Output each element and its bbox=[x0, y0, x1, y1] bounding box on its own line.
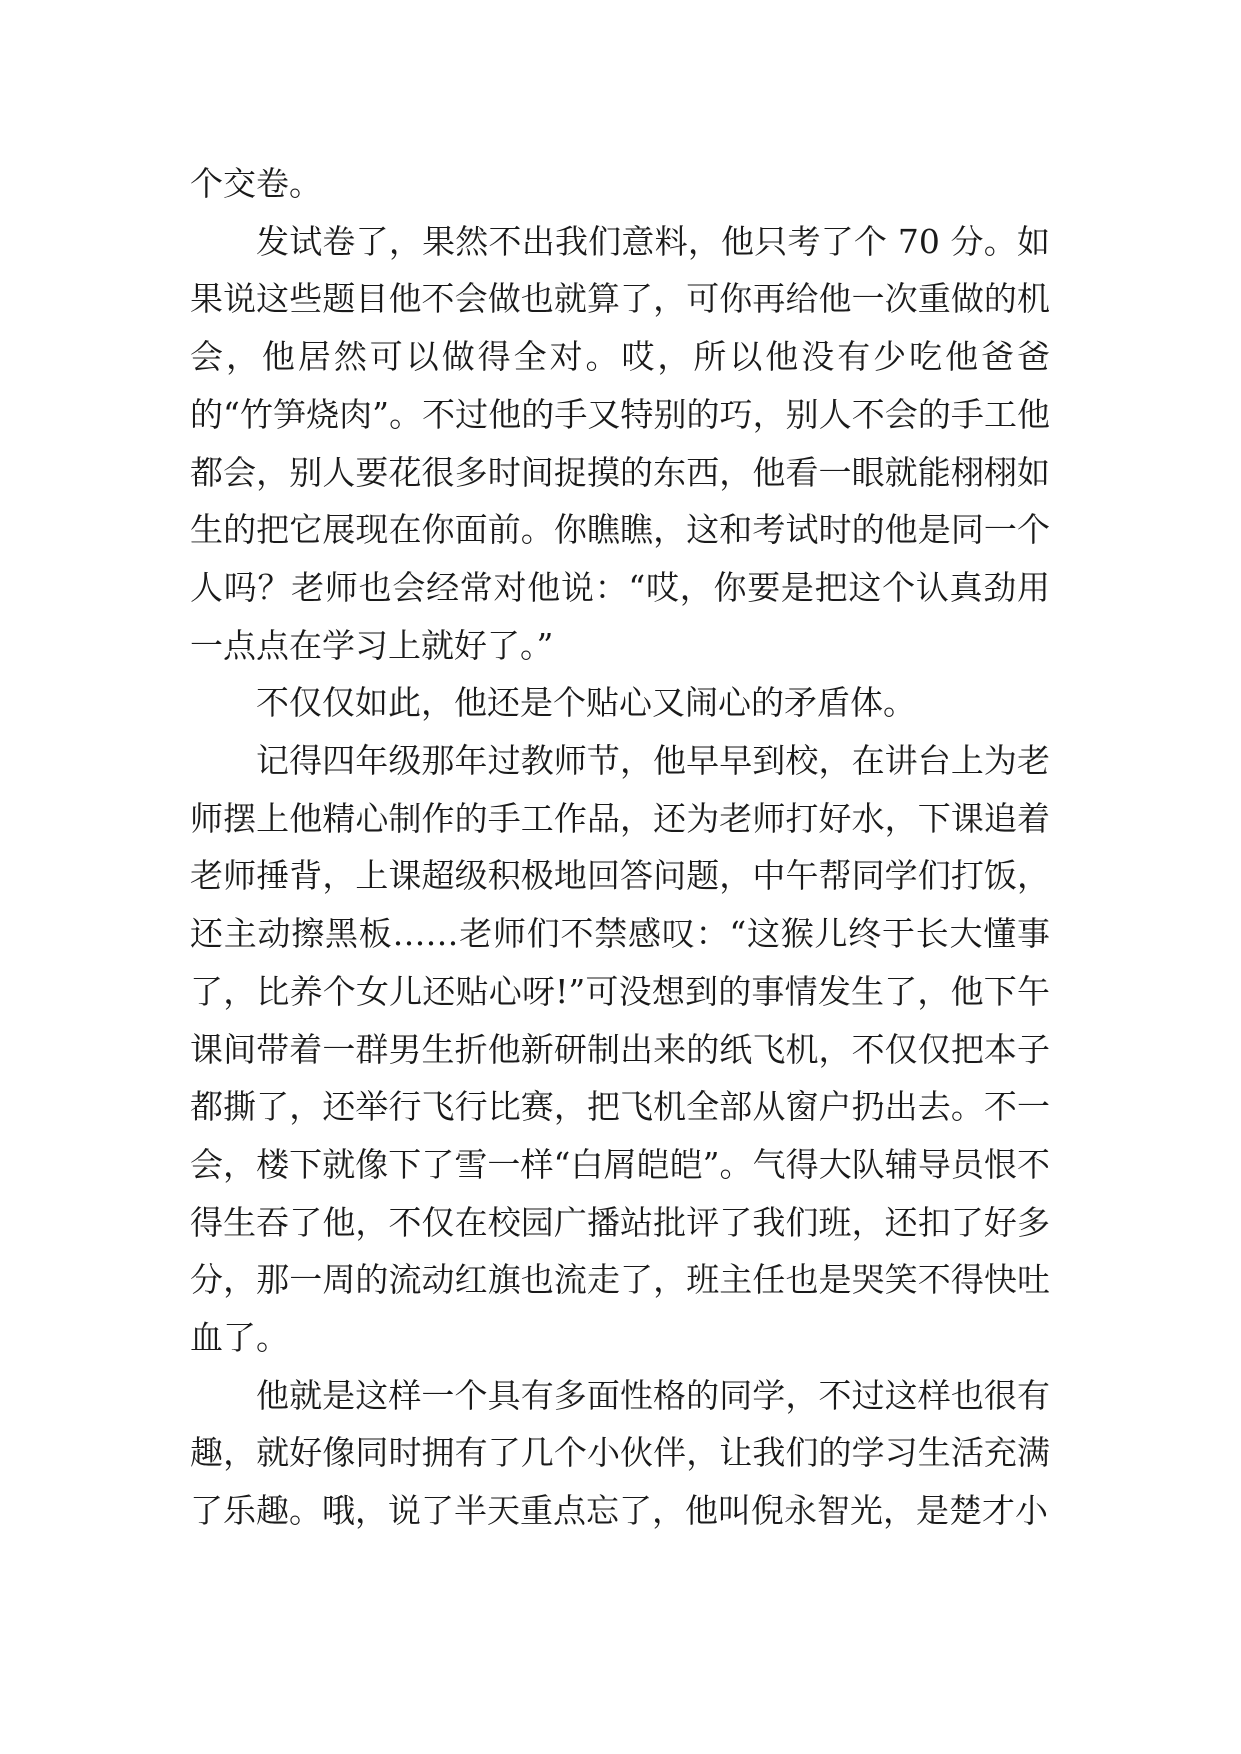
paragraph-teachers-day: 记得四年级那年过教师节，他早早到校，在讲台上为老师摆上他精心制作的手工作品，还为老师打好水，下课追着老师捶背，上课超级积极地回答问题，中午帮同学们打饭，还主动擦黑板……老师们不禁感叹：“这猴儿终于长大懂事了，比养个女儿还贴心呀!”可没想到的事情发生了，他下午课间带着一群男生折他新研制出来的纸飞机，不仅仅把本子都撕了，还举行飞行比赛，把飞机全部从窗户扔出去。不一会，楼下就像下了雪一样“白屑皑皑”。气得大队辅导员恨不得生吞了他，不仅在校园广播站批评了我们班，还扣了好多分，那一周的流动红旗也流走了，班主任也是哭笑不得快吐血了。 bbox=[190, 741, 1050, 1358]
paragraph-continuation: 个交卷。 bbox=[190, 164, 322, 203]
document-body bbox=[190, 155, 1050, 1540]
paragraph-contradiction: 不仅仅如此，他还是个贴心又闹心的矛盾体。 bbox=[256, 683, 916, 723]
paragraph-exam-results: 发试卷了，果然不出我们意料，他只考了个 70 分。如果说这些题目他不会做也就算了，可你再给他一次重做的机会，他居然可以做得全对。哎，所以他没有少吃他爸爸的“竹笋烧肉”。不过他的手又特别的巧，别人不会的手工他都会，别人要花很多时间捉摸的东西，他看一眼就能栩栩如生的把它展现在你面前。你瞧瞧，这和考试时的他是同一个人吗？老师也会经常对他说：“哎，你要是把这个认真劲用一点点在学习上就好了。” bbox=[190, 221, 1050, 665]
paragraph-conclusion: 他就是这样一个具有多面性格的同学，不过这样也很有趣，就好像同时拥有了几个小伙伴，让我们的学习生活充满了乐趣。哦，说了半天重点忘了，他叫倪永智光，是楚才小 bbox=[190, 1375, 1050, 1531]
